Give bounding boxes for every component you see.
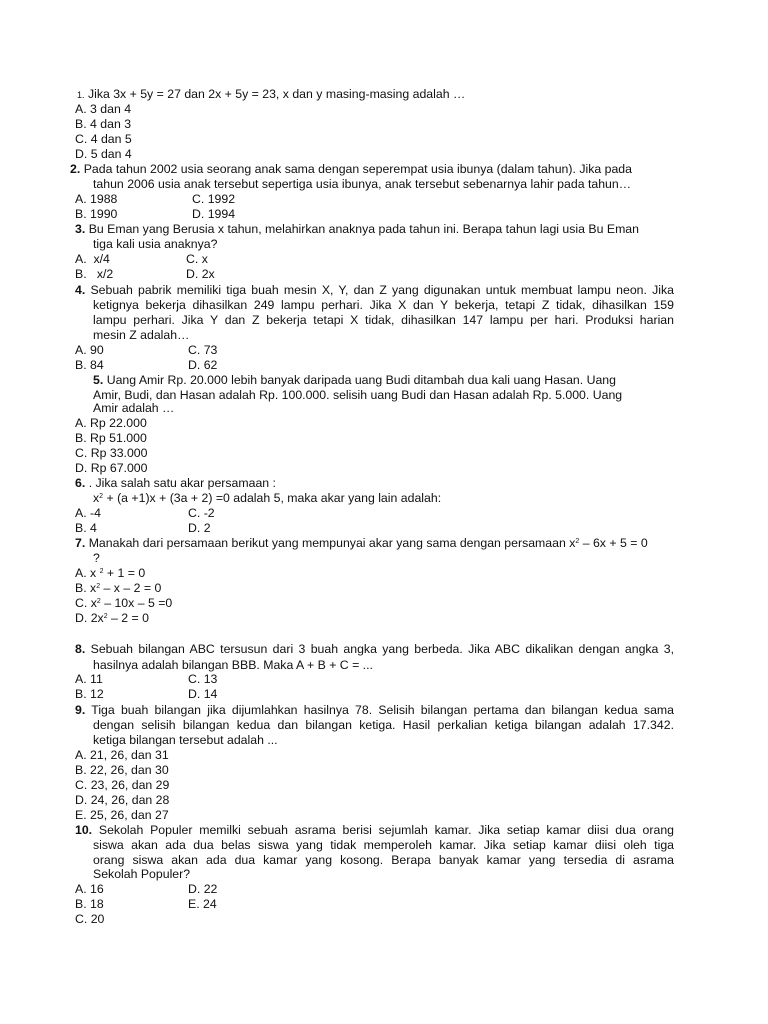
option: B. Rp 51.000 — [75, 431, 147, 445]
question-4-stem-line-4: mesin Z adalah… — [93, 328, 190, 342]
question-number: 3. — [75, 222, 86, 236]
question-number: 6. — [75, 476, 86, 490]
question-3-stem-line-2: tiga kali usia anaknya? — [93, 237, 218, 251]
question-10-stem-line-3: orang siswa akan ada dua kamar yang kosong. Berapa banyak kamar yang tersedia di asrama — [93, 853, 674, 867]
question-2-stem-line-2: tahun 2006 usia anak tersebut sepertiga usia ibunya, anak tersebut sebenarnya lahir pada tahun… — [93, 177, 632, 191]
question-number: 1. — [77, 90, 85, 100]
option: E. 25, 26, dan 27 — [75, 808, 169, 822]
option: A. 3 dan 4 — [75, 102, 132, 116]
question-4-stem-line-2: ketignya bekerja dihasilkan 249 lampu perhari. Jika X dan Y bekerja, tetapi Z tidak, dihasilkan 159 — [93, 298, 674, 312]
option: C. 20 — [75, 912, 105, 926]
option: B. 18 — [75, 897, 104, 911]
option: C. 23, 26, dan 29 — [75, 778, 170, 792]
option: A. x $^2$ + 1 = 0 — [75, 566, 146, 580]
option: E. 24 — [188, 897, 217, 911]
option: B. 12 — [75, 687, 104, 701]
question-number: 8. — [75, 642, 86, 656]
question-10-stem-line-2: siswa akan ada dua belas siswa yang tidak memperoleh kamar. Jika setiap kamar diisi oleh tiga — [93, 838, 674, 852]
option: B. 84 — [75, 358, 104, 372]
question-5-stem-line-3: Amir adalah … — [93, 401, 175, 415]
question-7-question-mark: ? — [93, 551, 100, 565]
option: D. $2x^2 - 2 = 0$ — [75, 611, 149, 625]
question-4-stem-line-3: lampu perhari. Jika Y dan Z bekerja tetapi X tidak, dihasilkan 147 lampu per hari. Produksi harian — [93, 313, 674, 327]
option: D. 1994 — [192, 207, 236, 221]
question-6-stem-line-1: 6. . Jika salah satu akar persamaan : — [75, 476, 276, 490]
question-5-stem-line-1: 5. Uang Amir Rp. 20.000 lebih banyak daripada uang Budi ditambah dua kali uang Hasan. Uang — [93, 373, 616, 387]
question-10-stem-line-1: 10. Sekolah Populer memilki sebuah asrama berisi sejumlah kamar. Jika setiap kamar diisi dua orang — [75, 823, 674, 837]
option: D. 2 — [188, 521, 211, 535]
option: A. 11 — [75, 672, 103, 686]
option: C. Rp 33.000 — [75, 446, 148, 460]
question-7-stem: 7. Manakah dari persamaan berikut yang mempunyai akar yang sama dengan persamaan $x^2 - 6x + 5 = 0$ — [75, 536, 648, 550]
question-4-stem-line-1: 4. Sebuah pabrik memiliki tiga buah mesin X, Y, dan Z yang digunakan untuk membuat lampu neon. Jika — [75, 283, 674, 297]
option: B. 4 — [75, 521, 97, 535]
question-number: 10. — [75, 823, 93, 837]
option: B. x/2 — [75, 267, 114, 281]
option: B. 4 dan 3 — [75, 117, 132, 131]
option: C. 1992 — [192, 192, 236, 206]
option: A. Rp 22.000 — [75, 416, 147, 430]
option: A. 1988 — [75, 192, 118, 206]
option: A. 16 — [75, 882, 104, 896]
option: A. -4 — [75, 506, 101, 520]
question-10-stem-line-4: Sekolah Populer? — [93, 867, 191, 881]
question-1-stem: 1. Jika 3x + 5y = 27 dan 2x + 5y = 23, x dan y masing-masing adalah … — [77, 87, 466, 101]
option: A. 21, 26, dan 31 — [75, 748, 169, 762]
option: C. 73 — [188, 343, 218, 357]
question-9-stem-line-2: dengan selisih bilangan kedua dan bilangan ketiga. Hasil perkalian ketiga bilangan adalah 17.342. — [93, 718, 674, 732]
question-number: 9. — [75, 703, 86, 717]
option: A. x/4 — [75, 252, 110, 266]
option: D. 5 dan 4 — [75, 147, 132, 161]
option: D. 62 — [188, 358, 218, 372]
option: D. 24, 26, dan 28 — [75, 793, 170, 807]
option: C. 13 — [188, 672, 218, 686]
option: D. 2x — [186, 267, 215, 281]
question-number: 2. — [70, 162, 81, 176]
option: D. 22 — [188, 882, 218, 896]
question-8-stem-line-1: 8. Sebuah bilangan ABC tersusun dari 3 buah angka yang berbeda. Jika ABC dikalikan dengan angka 3, — [75, 642, 674, 656]
question-number: 5. — [93, 373, 104, 387]
option: C. $x^2 - 10x - 5 =0$ — [75, 596, 173, 610]
question-8-stem-line-2: hasilnya adalah bilangan BBB. Maka A + B + C = ... — [93, 658, 373, 672]
question-5-stem-line-2: Amir, Budi, dan Hasan adalah Rp. 100.000. selisih uang Budi dan Hasan adalah Rp. 5.000. Uang — [93, 388, 623, 402]
option: B. 22, 26, dan 30 — [75, 763, 169, 777]
option: B. 1990 — [75, 207, 118, 221]
option: C. -2 — [188, 506, 215, 520]
question-number: 4. — [75, 283, 86, 297]
question-2-stem-line-1: 2. Pada tahun 2002 usia seorang anak sama dengan seperempat usia ibunya (dalam tahun). Jika pada — [70, 162, 632, 176]
option: D. Rp 67.000 — [75, 461, 148, 475]
question-6-stem-line-2: $x^2 + (a +1)x + (3a + 2) =0$ adalah 5, maka akar yang lain adalah: — [93, 491, 442, 505]
option: D. 14 — [188, 687, 218, 701]
question-3-stem-line-1: 3. Bu Eman yang Berusia x tahun, melahirkan anaknya pada tahun ini. Berapa tahun lagi usia Bu Eman — [75, 222, 639, 236]
option: A. 90 — [75, 343, 104, 357]
option: C. x — [186, 252, 208, 266]
option: C. 4 dan 5 — [75, 132, 132, 146]
question-9-stem-line-3: ketiga bilangan tersebut adalah ... — [93, 733, 278, 747]
question-9-stem-line-1: 9. Tiga buah bilangan jika dijumlahkan hasilnya 78. Selisih bilangan pertama dan bilangan kedua sama — [75, 703, 675, 717]
question-number: 7. — [75, 536, 86, 550]
option: B. $x^2 - x - 2 = 0$ — [75, 581, 162, 595]
